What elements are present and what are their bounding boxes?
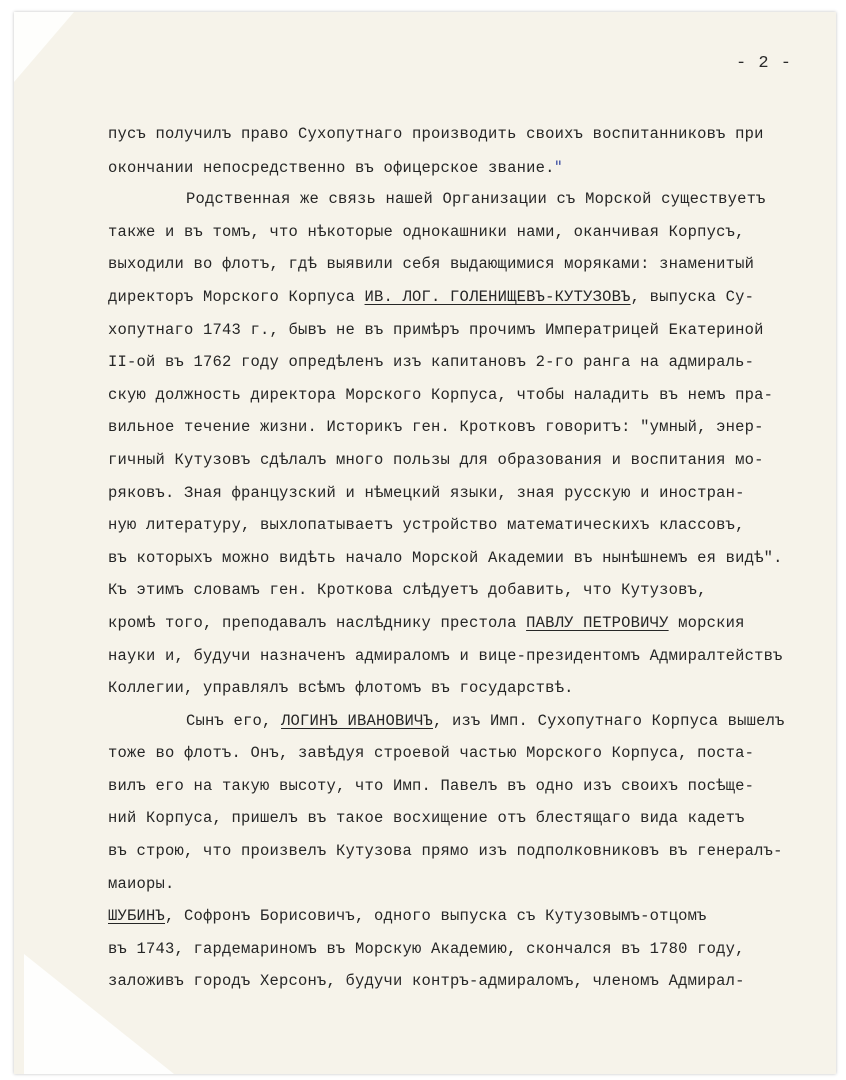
- text-segment: морския: [668, 613, 745, 632]
- text-segment: кромѣ того, преподавалъ наслѣднику престола: [108, 613, 527, 632]
- text-segment: въ строю, что произвелъ Кутузова прямо изъ подполковниковъ въ генералъ-: [108, 842, 783, 861]
- text-segment: также и въ томъ, что нѣкоторые однокашники нами, оканчивая Корпусъ,: [108, 222, 745, 241]
- text-segment: вилъ его на такую высоту, что Имп. Павелъ въ одно изъ своихъ посѣще-: [108, 776, 755, 795]
- text-line: [108, 868, 828, 901]
- text-line: [108, 542, 828, 575]
- text-line: [108, 118, 828, 151]
- text-segment: ряковъ. Зная французский и нѣмецкий языки, зная русскую и иностран-: [108, 483, 745, 502]
- text-line: [108, 444, 828, 477]
- folded-corner-top-left: [14, 12, 74, 82]
- underlined-name: ИВ. ЛОГ. ГОЛЕНИЩЕВЪ-КУТУЗОВЪ: [364, 287, 631, 306]
- text-line: [108, 574, 828, 607]
- text-line: [108, 770, 828, 803]
- text-segment: въ 1743, гардемариномъ въ Морскую Академию, скончался въ 1780 году,: [108, 939, 745, 958]
- text-segment: Коллегии, управлялъ всѣмъ флотомъ въ государствѣ.: [108, 679, 574, 698]
- text-segment: , Софронъ Борисовичъ, одного выпуска съ Кутузовымъ-отцомъ: [165, 907, 707, 926]
- text-segment: окончании непосредственно въ офицерское звание.: [108, 158, 555, 177]
- text-segment: вильное течение жизни. Историкъ ген. Кротковъ говоритъ: "умный, энер-: [108, 418, 764, 437]
- text-line: [108, 509, 828, 542]
- text-line: [108, 477, 828, 510]
- text-line: [108, 965, 828, 998]
- text-line: [108, 151, 828, 184]
- text-segment: скую должность директора Морского Корпуса, чтобы наладить въ немъ пра-: [108, 385, 774, 404]
- underlined-name: ЛОГИНЪ ИВАНОВИЧЪ: [281, 711, 434, 730]
- text-segment: тоже во флотъ. Онъ, завѣдуя строевой частью Морского Корпуса, поста-: [108, 744, 755, 763]
- text-segment: заложивъ городъ Херсонъ, будучи контръ-адмираломъ, членомъ Адмирал-: [108, 972, 745, 991]
- text-line: [108, 835, 828, 868]
- underlined-name: ПАВЛУ ПЕТРОВИЧУ: [526, 613, 669, 632]
- text-line: [108, 248, 828, 281]
- text-segment: , выпуска Су-: [630, 287, 755, 306]
- text-segment: Къ этимъ словамъ ген. Кроткова слѣдуетъ добавить, что Кутузовъ,: [108, 581, 707, 600]
- text-segment: , изъ Имп. Сухопутнаго Корпуса вышелъ: [433, 711, 785, 730]
- text-segment: ний Корпуса, пришелъ въ такое восхищение отъ блестящаго вида кадетъ: [108, 809, 745, 828]
- typewritten-text-body: [108, 118, 828, 998]
- text-segment: Сынъ его,: [186, 711, 282, 730]
- text-line: [108, 933, 828, 966]
- text-segment: ную литературу, выхлопатываетъ устройство математическихъ классовъ,: [108, 516, 745, 535]
- text-line: [108, 705, 828, 738]
- text-segment: II-ой въ 1762 году опредѣленъ изъ капитановъ 2-го ранга на адмираль-: [108, 353, 755, 372]
- underlined-name: ШУБИНЪ: [108, 907, 166, 926]
- text-line: [108, 672, 828, 705]
- text-segment: директоръ Морского Корпуса: [108, 287, 365, 306]
- text-line: [108, 346, 828, 379]
- text-segment: въ которыхъ можно видѣть начало Морской Академии въ нынѣшнемъ ея видѣ".: [108, 548, 783, 567]
- text-line: [108, 379, 828, 412]
- text-segment: пусъ получилъ право Сухопутнаго производить своихъ воспитанниковъ при: [108, 125, 764, 143]
- text-segment: гичный Кутузовъ сдѣлалъ много пользы для образования и воспитания мо-: [108, 450, 764, 469]
- text-segment: Родственная же связь нашей Организации съ Морской существуетъ: [186, 190, 766, 209]
- text-segment: хопутнаго 1743 г., бывъ не въ примѣръ прочимъ Императрицей Екатериной: [108, 320, 764, 339]
- text-segment: выходили во флотъ, гдѣ выявили себя выдающимися моряками: знаменитый: [108, 255, 755, 274]
- text-line: [108, 802, 828, 835]
- text-line: [108, 216, 828, 249]
- text-line: [108, 737, 828, 770]
- text-line: [108, 281, 828, 314]
- text-segment: науки и, будучи назначенъ адмираломъ и вице-президентомъ Адмиралтействъ: [108, 646, 783, 665]
- text-line: [108, 900, 828, 933]
- text-line: [108, 411, 828, 444]
- text-line: [108, 640, 828, 673]
- document-page: [14, 12, 836, 1074]
- page-number: - 2 -: [736, 54, 793, 73]
- text-line: [108, 607, 828, 640]
- text-line: [108, 314, 828, 347]
- text-line: [108, 183, 828, 216]
- handwritten-annotation: ": [554, 156, 563, 176]
- text-segment: маиоры.: [108, 874, 175, 893]
